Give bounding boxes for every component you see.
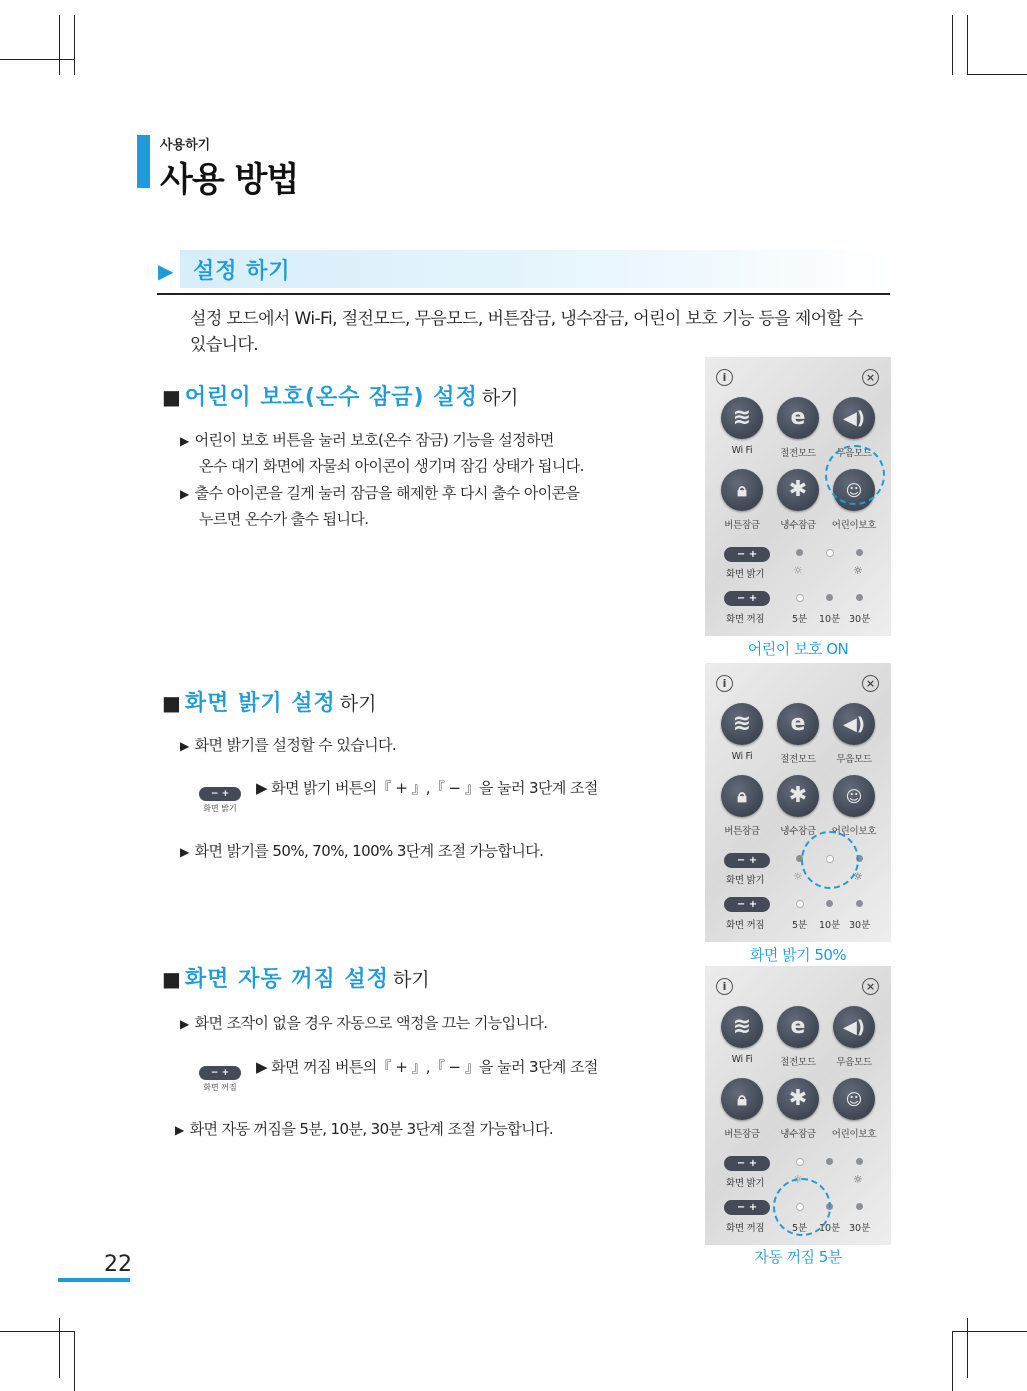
close-icon[interactable]: ×	[862, 369, 879, 386]
timer-10-label: 10분	[819, 1223, 841, 1234]
wifi-label: Wi Fi	[731, 445, 753, 456]
wifi-icon: ≋	[732, 1014, 752, 1039]
settings-panel-auto-off	[705, 966, 891, 1245]
square-bullet-icon: ■	[162, 385, 181, 409]
button-lock-button[interactable]	[721, 775, 763, 817]
child-lock-bullet-1-cont: 온수 대기 화면에 자물쇠 아이콘이 생기며 잠김 상태가 됩니다.	[199, 457, 584, 475]
brightness-heading-highlight: 화면 밝기 설정	[184, 691, 336, 716]
snowflake-icon: ✱	[788, 477, 808, 502]
auto-off-mini-button	[196, 1060, 244, 1093]
info-icon[interactable]: i	[716, 369, 733, 386]
timer-5-label: 5분	[792, 920, 808, 931]
brightness-level-dot	[856, 549, 863, 556]
auto-off-bullet-3	[175, 1116, 553, 1143]
brightness-label: 화면 밝기	[726, 875, 765, 886]
wifi-icon: ≋	[732, 711, 752, 736]
section-title: 설정 하기	[193, 259, 291, 284]
triangle-bullet-icon: ▶	[180, 434, 189, 448]
close-icon[interactable]: ×	[862, 675, 879, 692]
eco-icon: e	[790, 405, 806, 430]
power-save-label: 절전모드	[780, 448, 816, 459]
button-lock-label: 버튼잠금	[724, 1129, 760, 1140]
info-icon[interactable]: i	[716, 675, 733, 692]
brightness-level-dot	[796, 1158, 804, 1166]
button-lock-button[interactable]	[721, 1078, 763, 1120]
brightness-label: 화면 밝기	[726, 1178, 765, 1189]
crop-mark	[74, 15, 75, 75]
crop-mark	[967, 15, 968, 75]
mute-label: 무음모드	[836, 754, 872, 765]
crop-mark	[952, 1331, 953, 1391]
screen-off-stepper[interactable]: − +	[724, 1200, 770, 1215]
crop-mark	[952, 1331, 1027, 1332]
timer-level-dot	[856, 1203, 863, 1210]
timer-level-dot	[796, 900, 804, 908]
crop-mark	[967, 74, 1027, 75]
timer-level-dot	[826, 900, 833, 907]
panel-caption-child-lock: 어린이 보호 ON	[747, 640, 849, 658]
brightness-stepper[interactable]: − +	[724, 853, 770, 868]
child-lock-heading-highlight: 어린이 보호(온수 잠금) 설정	[184, 385, 478, 410]
screen-off-label: 화면 꺼짐	[726, 920, 765, 931]
cold-lock-button[interactable]	[777, 775, 819, 817]
cold-lock-button[interactable]	[777, 469, 819, 511]
timer-10-label: 10분	[819, 614, 841, 625]
crop-mark	[59, 1318, 60, 1378]
wifi-button[interactable]	[721, 397, 763, 439]
power-save-button[interactable]	[777, 1006, 819, 1048]
timer-5-label: 5분	[792, 614, 808, 625]
triangle-bullet-icon: ▶	[175, 1123, 184, 1137]
button-lock-label: 버튼잠금	[724, 520, 760, 531]
crop-mark	[967, 1318, 968, 1378]
square-bullet-icon: ■	[162, 691, 181, 715]
speaker-icon: ◀)	[842, 1017, 866, 1038]
mini-caption: 화면 밝기	[203, 804, 237, 813]
mini-caption: 화면 꺼짐	[203, 1083, 237, 1092]
timer-30-label: 30분	[849, 614, 871, 625]
timer-level-dot	[826, 594, 833, 601]
power-save-label: 절전모드	[780, 754, 816, 765]
bullet-text: 화면 밝기를 설정할 수 있습니다.	[194, 736, 397, 754]
mute-button[interactable]	[833, 1006, 875, 1048]
highlight-circle	[801, 831, 859, 889]
cold-lock-label: 냉수잠금	[780, 520, 816, 531]
lock-icon: 🔒︎	[737, 786, 747, 807]
child-lock-bullet-1	[180, 427, 554, 454]
brightness-bullet-3	[180, 838, 543, 865]
bright-sun-icon: ☼	[853, 870, 863, 883]
section-intro: 설정 모드에서 Wi-Fi, 절전모드, 무음모드, 버튼잠금, 냉수잠금, 어린이 보호 기능 등을 제어할 수 있습니다.	[190, 309, 863, 355]
crop-mark	[0, 59, 75, 60]
highlight-circle	[773, 1178, 831, 1236]
bright-sun-icon: ☼	[853, 564, 863, 577]
mute-label: 무음모드	[836, 1057, 872, 1068]
cold-lock-label: 냉수잠금	[780, 826, 816, 837]
power-save-label: 절전모드	[780, 1057, 816, 1068]
child-lock-icon: ☺	[845, 1090, 863, 1109]
crop-mark	[74, 1331, 75, 1391]
crop-mark	[0, 1331, 75, 1332]
brightness-heading	[162, 686, 376, 717]
panel-caption-auto-off: 자동 꺼짐 5분	[754, 1248, 842, 1266]
cold-lock-button[interactable]	[777, 1078, 819, 1120]
mute-label: 무음모드	[836, 448, 872, 459]
settings-panel-child-lock	[705, 357, 891, 636]
page-number-underline	[58, 1278, 130, 1282]
brightness-level-dot	[856, 1158, 863, 1165]
child-protect-label: 어린이보호	[831, 1129, 877, 1140]
timer-level-dot	[796, 594, 804, 602]
section-divider	[157, 293, 890, 295]
dim-sun-icon: ☼	[793, 1173, 803, 1186]
child-lock-bullet-2-cont: 누르면 온수가 출수 됩니다.	[199, 510, 369, 528]
title-accent-bar	[137, 135, 150, 188]
wifi-label: Wi Fi	[731, 751, 753, 762]
brightness-mini-button	[196, 781, 244, 814]
brightness-bullet-2: ▶ 화면 밝기 버튼의『 + 』,『 − 』을 눌러 3단계 조절	[256, 779, 598, 797]
child-protect-label: 어린이보호	[831, 826, 877, 837]
timer-10-label: 10분	[819, 920, 841, 931]
timer-5-label: 5분	[792, 1223, 808, 1234]
child-lock-bullet-2	[180, 480, 579, 507]
lock-icon: 🔒︎	[737, 1089, 747, 1110]
child-protect-label: 어린이보호	[831, 520, 877, 531]
triangle-bullet-icon: ▶	[180, 739, 189, 753]
brightness-stepper[interactable]: − +	[724, 1156, 770, 1171]
timer-30-label: 30분	[849, 920, 871, 931]
child-lock-heading-tail: 하기	[481, 387, 519, 409]
wifi-button[interactable]	[721, 1006, 763, 1048]
screen-off-stepper[interactable]: − +	[724, 897, 770, 912]
crop-mark	[952, 15, 953, 75]
brightness-label: 화면 밝기	[726, 569, 765, 580]
auto-off-heading	[162, 962, 430, 993]
chapter-label: 사용하기	[160, 138, 211, 153]
mute-button[interactable]	[833, 703, 875, 745]
button-lock-label: 버튼잠금	[724, 826, 760, 837]
screen-off-stepper[interactable]: − +	[724, 591, 770, 606]
section-arrow-icon: ▶	[158, 259, 174, 283]
bright-sun-icon: ☼	[853, 1173, 863, 1186]
mini-pill: − +	[199, 1066, 241, 1080]
bullet-text: 화면 자동 꺼짐을 5분, 10분, 30분 3단계 조절 가능합니다.	[189, 1120, 554, 1138]
highlight-circle	[825, 445, 885, 505]
auto-off-bullet-2: ▶ 화면 꺼짐 버튼의『 + 』,『 − 』을 눌러 3단계 조절	[256, 1058, 598, 1076]
timer-level-dot	[856, 594, 863, 601]
speaker-icon: ◀)	[842, 714, 866, 735]
wifi-label: Wi Fi	[731, 1054, 753, 1065]
crop-mark	[59, 15, 60, 75]
child-lock-icon: ☺	[845, 481, 863, 500]
child-protect-button[interactable]	[833, 775, 875, 817]
brightness-stepper[interactable]: − +	[724, 547, 770, 562]
wifi-icon: ≋	[732, 405, 752, 430]
panel-caption-brightness: 화면 밝기 50%	[749, 946, 847, 964]
screen-off-label: 화면 꺼짐	[726, 1223, 765, 1234]
brightness-level-dot	[826, 549, 834, 557]
mini-pill: − +	[199, 787, 241, 801]
triangle-bullet-icon: ▶	[180, 487, 189, 501]
eco-icon: e	[790, 711, 806, 736]
page-title: 사용 방법	[160, 160, 299, 200]
timer-30-label: 30분	[849, 1223, 871, 1234]
bullet-text: 출수 아이콘을 길게 눌러 잠금을 해제한 후 다시 출수 아이콘을	[194, 484, 580, 502]
bullet-text: 어린이 보호 버튼을 눌러 보호(온수 잠금) 기능을 설정하면	[194, 431, 554, 449]
brightness-heading-tail: 하기	[339, 693, 377, 715]
triangle-bullet-icon: ▶	[180, 1017, 189, 1031]
auto-off-heading-tail: 하기	[392, 969, 430, 991]
close-icon[interactable]: ×	[862, 978, 879, 995]
info-icon[interactable]: i	[716, 978, 733, 995]
eco-icon: e	[790, 1014, 806, 1039]
snowflake-icon: ✱	[788, 783, 808, 808]
auto-off-heading-highlight: 화면 자동 꺼짐 설정	[184, 967, 389, 992]
bullet-text: 화면 조작이 없을 경우 자동으로 액정을 끄는 기능입니다.	[194, 1014, 548, 1032]
button-lock-button[interactable]	[721, 469, 763, 511]
child-lock-heading	[162, 380, 519, 411]
dim-sun-icon: ☼	[793, 564, 803, 577]
power-save-button[interactable]	[777, 703, 819, 745]
bullet-text: 화면 밝기를 50%, 70%, 100% 3단계 조절 가능합니다.	[194, 842, 544, 860]
snowflake-icon: ✱	[788, 1086, 808, 1111]
timer-level-dot	[856, 900, 863, 907]
mute-button[interactable]	[833, 397, 875, 439]
triangle-bullet-icon: ▶	[180, 845, 189, 859]
wifi-button[interactable]	[721, 703, 763, 745]
cold-lock-label: 냉수잠금	[780, 1129, 816, 1140]
child-lock-icon: ☺	[845, 787, 863, 806]
auto-off-bullet-1	[180, 1010, 547, 1037]
square-bullet-icon: ■	[162, 967, 181, 991]
settings-panel-brightness	[705, 663, 891, 942]
child-protect-button[interactable]	[833, 1078, 875, 1120]
brightness-level-dot	[796, 549, 803, 556]
speaker-icon: ◀)	[842, 408, 866, 429]
dim-sun-icon: ☼	[793, 870, 803, 883]
page-number: 22	[104, 1252, 132, 1277]
brightness-bullet-1	[180, 732, 396, 759]
lock-icon: 🔒︎	[737, 480, 747, 501]
brightness-level-dot	[826, 1158, 833, 1165]
power-save-button[interactable]	[777, 397, 819, 439]
screen-off-label: 화면 꺼짐	[726, 614, 765, 625]
